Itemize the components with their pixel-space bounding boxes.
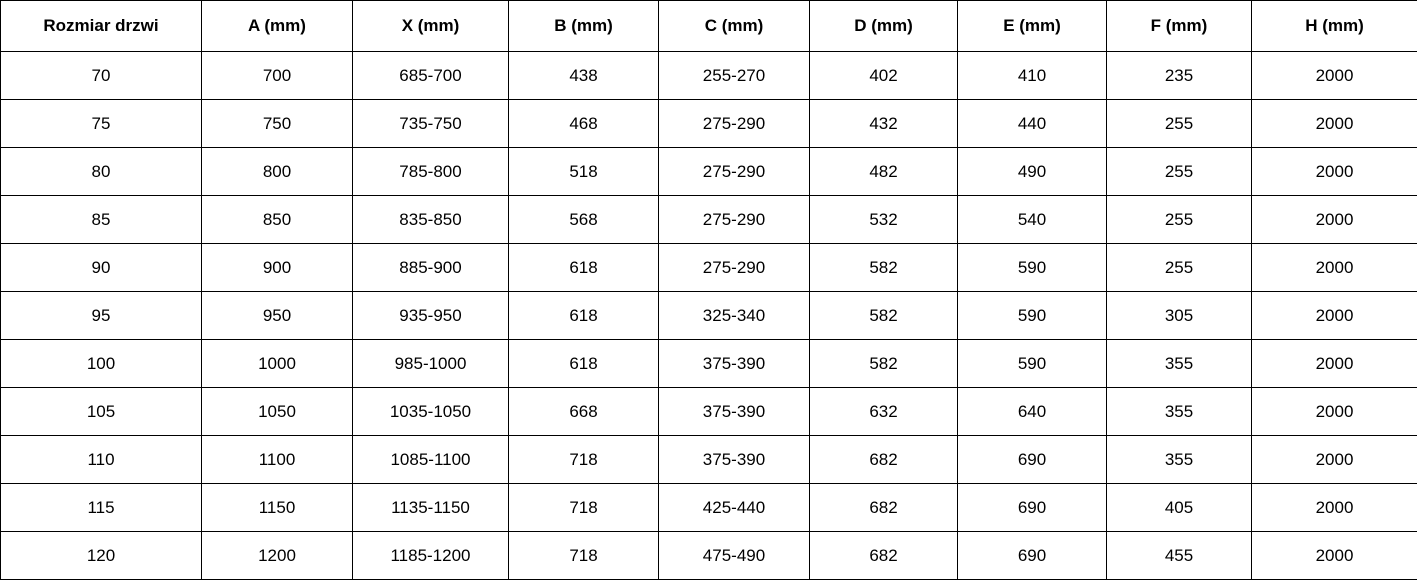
cell-b: 718	[509, 484, 659, 532]
cell-h: 2000	[1252, 436, 1417, 484]
table-row	[1, 52, 1417, 100]
cell-size: 70	[1, 52, 202, 100]
cell-e: 540	[958, 196, 1107, 244]
column-header-b: B (mm)	[509, 1, 659, 52]
column-header-a: A (mm)	[202, 1, 353, 52]
cell-b: 438	[509, 52, 659, 100]
table-row	[1, 100, 1417, 148]
cell-x: 785-800	[353, 148, 509, 196]
cell-b: 618	[509, 292, 659, 340]
cell-h: 2000	[1252, 148, 1417, 196]
table-row	[1, 388, 1417, 436]
cell-h: 2000	[1252, 52, 1417, 100]
cell-f: 355	[1107, 388, 1252, 436]
cell-x: 1035-1050	[353, 388, 509, 436]
table-row	[1, 340, 1417, 388]
cell-c: 475-490	[659, 532, 810, 580]
cell-h: 2000	[1252, 196, 1417, 244]
cell-f: 235	[1107, 52, 1252, 100]
cell-d: 482	[810, 148, 958, 196]
column-header-size: Rozmiar drzwi	[1, 1, 202, 52]
table-row	[1, 436, 1417, 484]
cell-e: 690	[958, 532, 1107, 580]
cell-a: 800	[202, 148, 353, 196]
cell-h: 2000	[1252, 100, 1417, 148]
cell-c: 255-270	[659, 52, 810, 100]
cell-d: 582	[810, 340, 958, 388]
cell-b: 518	[509, 148, 659, 196]
cell-h: 2000	[1252, 292, 1417, 340]
cell-b: 618	[509, 340, 659, 388]
cell-a: 1000	[202, 340, 353, 388]
cell-c: 275-290	[659, 100, 810, 148]
cell-a: 700	[202, 52, 353, 100]
cell-c: 375-390	[659, 388, 810, 436]
cell-e: 590	[958, 244, 1107, 292]
cell-h: 2000	[1252, 388, 1417, 436]
cell-f: 355	[1107, 436, 1252, 484]
column-header-d: D (mm)	[810, 1, 958, 52]
cell-h: 2000	[1252, 532, 1417, 580]
cell-e: 690	[958, 436, 1107, 484]
cell-size: 80	[1, 148, 202, 196]
cell-size: 105	[1, 388, 202, 436]
cell-a: 850	[202, 196, 353, 244]
cell-a: 1150	[202, 484, 353, 532]
cell-e: 440	[958, 100, 1107, 148]
cell-a: 1200	[202, 532, 353, 580]
cell-h: 2000	[1252, 244, 1417, 292]
table-row	[1, 244, 1417, 292]
cell-a: 950	[202, 292, 353, 340]
cell-h: 2000	[1252, 484, 1417, 532]
column-header-c: C (mm)	[659, 1, 810, 52]
cell-b: 668	[509, 388, 659, 436]
cell-e: 640	[958, 388, 1107, 436]
cell-e: 690	[958, 484, 1107, 532]
cell-b: 718	[509, 436, 659, 484]
table-row	[1, 292, 1417, 340]
cell-d: 632	[810, 388, 958, 436]
table-row	[1, 532, 1417, 580]
column-header-x: X (mm)	[353, 1, 509, 52]
cell-f: 255	[1107, 196, 1252, 244]
cell-c: 275-290	[659, 244, 810, 292]
cell-size: 120	[1, 532, 202, 580]
cell-b: 568	[509, 196, 659, 244]
cell-d: 682	[810, 532, 958, 580]
table-row	[1, 484, 1417, 532]
cell-f: 405	[1107, 484, 1252, 532]
cell-e: 490	[958, 148, 1107, 196]
cell-a: 1100	[202, 436, 353, 484]
cell-x: 1185-1200	[353, 532, 509, 580]
cell-f: 255	[1107, 148, 1252, 196]
cell-c: 275-290	[659, 196, 810, 244]
cell-c: 275-290	[659, 148, 810, 196]
cell-x: 835-850	[353, 196, 509, 244]
cell-x: 1135-1150	[353, 484, 509, 532]
table-row	[1, 148, 1417, 196]
cell-size: 100	[1, 340, 202, 388]
cell-f: 255	[1107, 100, 1252, 148]
cell-f: 305	[1107, 292, 1252, 340]
cell-f: 255	[1107, 244, 1252, 292]
cell-f: 355	[1107, 340, 1252, 388]
cell-d: 582	[810, 292, 958, 340]
cell-x: 735-750	[353, 100, 509, 148]
cell-d: 682	[810, 436, 958, 484]
cell-size: 110	[1, 436, 202, 484]
cell-d: 682	[810, 484, 958, 532]
cell-c: 325-340	[659, 292, 810, 340]
cell-size: 90	[1, 244, 202, 292]
cell-c: 375-390	[659, 340, 810, 388]
column-header-e: E (mm)	[958, 1, 1107, 52]
cell-d: 532	[810, 196, 958, 244]
cell-e: 410	[958, 52, 1107, 100]
cell-e: 590	[958, 340, 1107, 388]
cell-d: 432	[810, 100, 958, 148]
cell-x: 885-900	[353, 244, 509, 292]
cell-x: 1085-1100	[353, 436, 509, 484]
column-header-h: H (mm)	[1252, 1, 1417, 52]
cell-size: 115	[1, 484, 202, 532]
column-header-f: F (mm)	[1107, 1, 1252, 52]
cell-size: 85	[1, 196, 202, 244]
cell-x: 985-1000	[353, 340, 509, 388]
cell-a: 900	[202, 244, 353, 292]
table-row	[1, 196, 1417, 244]
table-header	[1, 1, 1417, 52]
cell-b: 468	[509, 100, 659, 148]
cell-e: 590	[958, 292, 1107, 340]
cell-a: 1050	[202, 388, 353, 436]
cell-c: 425-440	[659, 484, 810, 532]
cell-b: 718	[509, 532, 659, 580]
cell-x: 935-950	[353, 292, 509, 340]
cell-size: 75	[1, 100, 202, 148]
cell-h: 2000	[1252, 340, 1417, 388]
cell-f: 455	[1107, 532, 1252, 580]
cell-d: 582	[810, 244, 958, 292]
cell-x: 685-700	[353, 52, 509, 100]
cell-c: 375-390	[659, 436, 810, 484]
cell-size: 95	[1, 292, 202, 340]
cell-a: 750	[202, 100, 353, 148]
cell-d: 402	[810, 52, 958, 100]
table-body	[1, 52, 1417, 580]
cell-b: 618	[509, 244, 659, 292]
table-header-row	[1, 1, 1417, 52]
